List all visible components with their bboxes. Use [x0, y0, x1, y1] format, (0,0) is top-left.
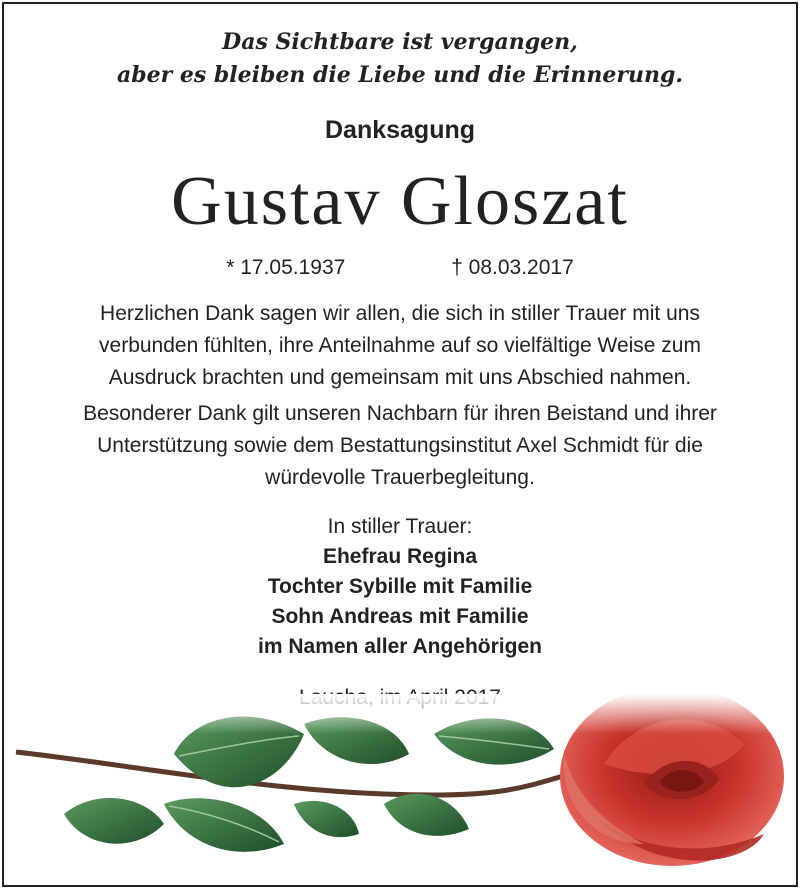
- motto: [4, 26, 796, 92]
- leaf-2: [164, 798, 284, 852]
- mourner-4: im Namen aller Angehörigen: [258, 635, 542, 658]
- thanks-paragraph-2: [4, 398, 796, 494]
- mourners: [4, 512, 796, 662]
- mourner-2: Tochter Sybille mit Familie: [267, 575, 533, 598]
- thanks-1-line-2: verbunden fühlten, ihre Anteilnahme auf so vielfältige Weise zum: [99, 334, 701, 357]
- motto-line-2: aber es bleiben die Liebe und die Erinnerung.: [116, 62, 684, 88]
- birth-date: * 17.05.1937: [226, 256, 346, 279]
- mourner-1: Ehefrau Regina: [322, 545, 478, 568]
- mourner-3: Sohn Andreas mit Familie: [271, 605, 529, 628]
- leaf-5: [384, 794, 469, 836]
- motto-line-1: Das Sichtbare ist vergangen,: [222, 29, 578, 55]
- mourners-intro: In stiller Trauer:: [327, 515, 473, 538]
- thanks-2-line-1: Besonderer Dank gilt unseren Nachbarn für ihren Beistand und ihrer: [83, 402, 717, 425]
- thanks-1-line-3: Ausdruck brachten und gemeinsam mit uns Abschied nahmen.: [108, 366, 692, 389]
- death-date: † 08.03.2017: [451, 256, 574, 279]
- thanks-2-line-3: würdevolle Trauerbegleitung.: [265, 466, 535, 489]
- leaf-7: [294, 801, 359, 837]
- obituary-notice: [2, 2, 798, 887]
- life-dates: [4, 256, 796, 280]
- leaf-3: [64, 798, 164, 844]
- heading: Danksagung: [324, 116, 476, 144]
- thanks-1-line-1: Herzlichen Dank sagen wir allen, die sich in stiller Trauer mit uns: [100, 302, 700, 325]
- thanks-2-line-2: Unterstützung sowie dem Bestattungsinstitut Axel Schmidt für die: [97, 434, 703, 457]
- rose-image: [4, 694, 796, 885]
- thanks-paragraph-1: [4, 298, 796, 394]
- deceased-name: Gustav Gloszat: [171, 163, 629, 240]
